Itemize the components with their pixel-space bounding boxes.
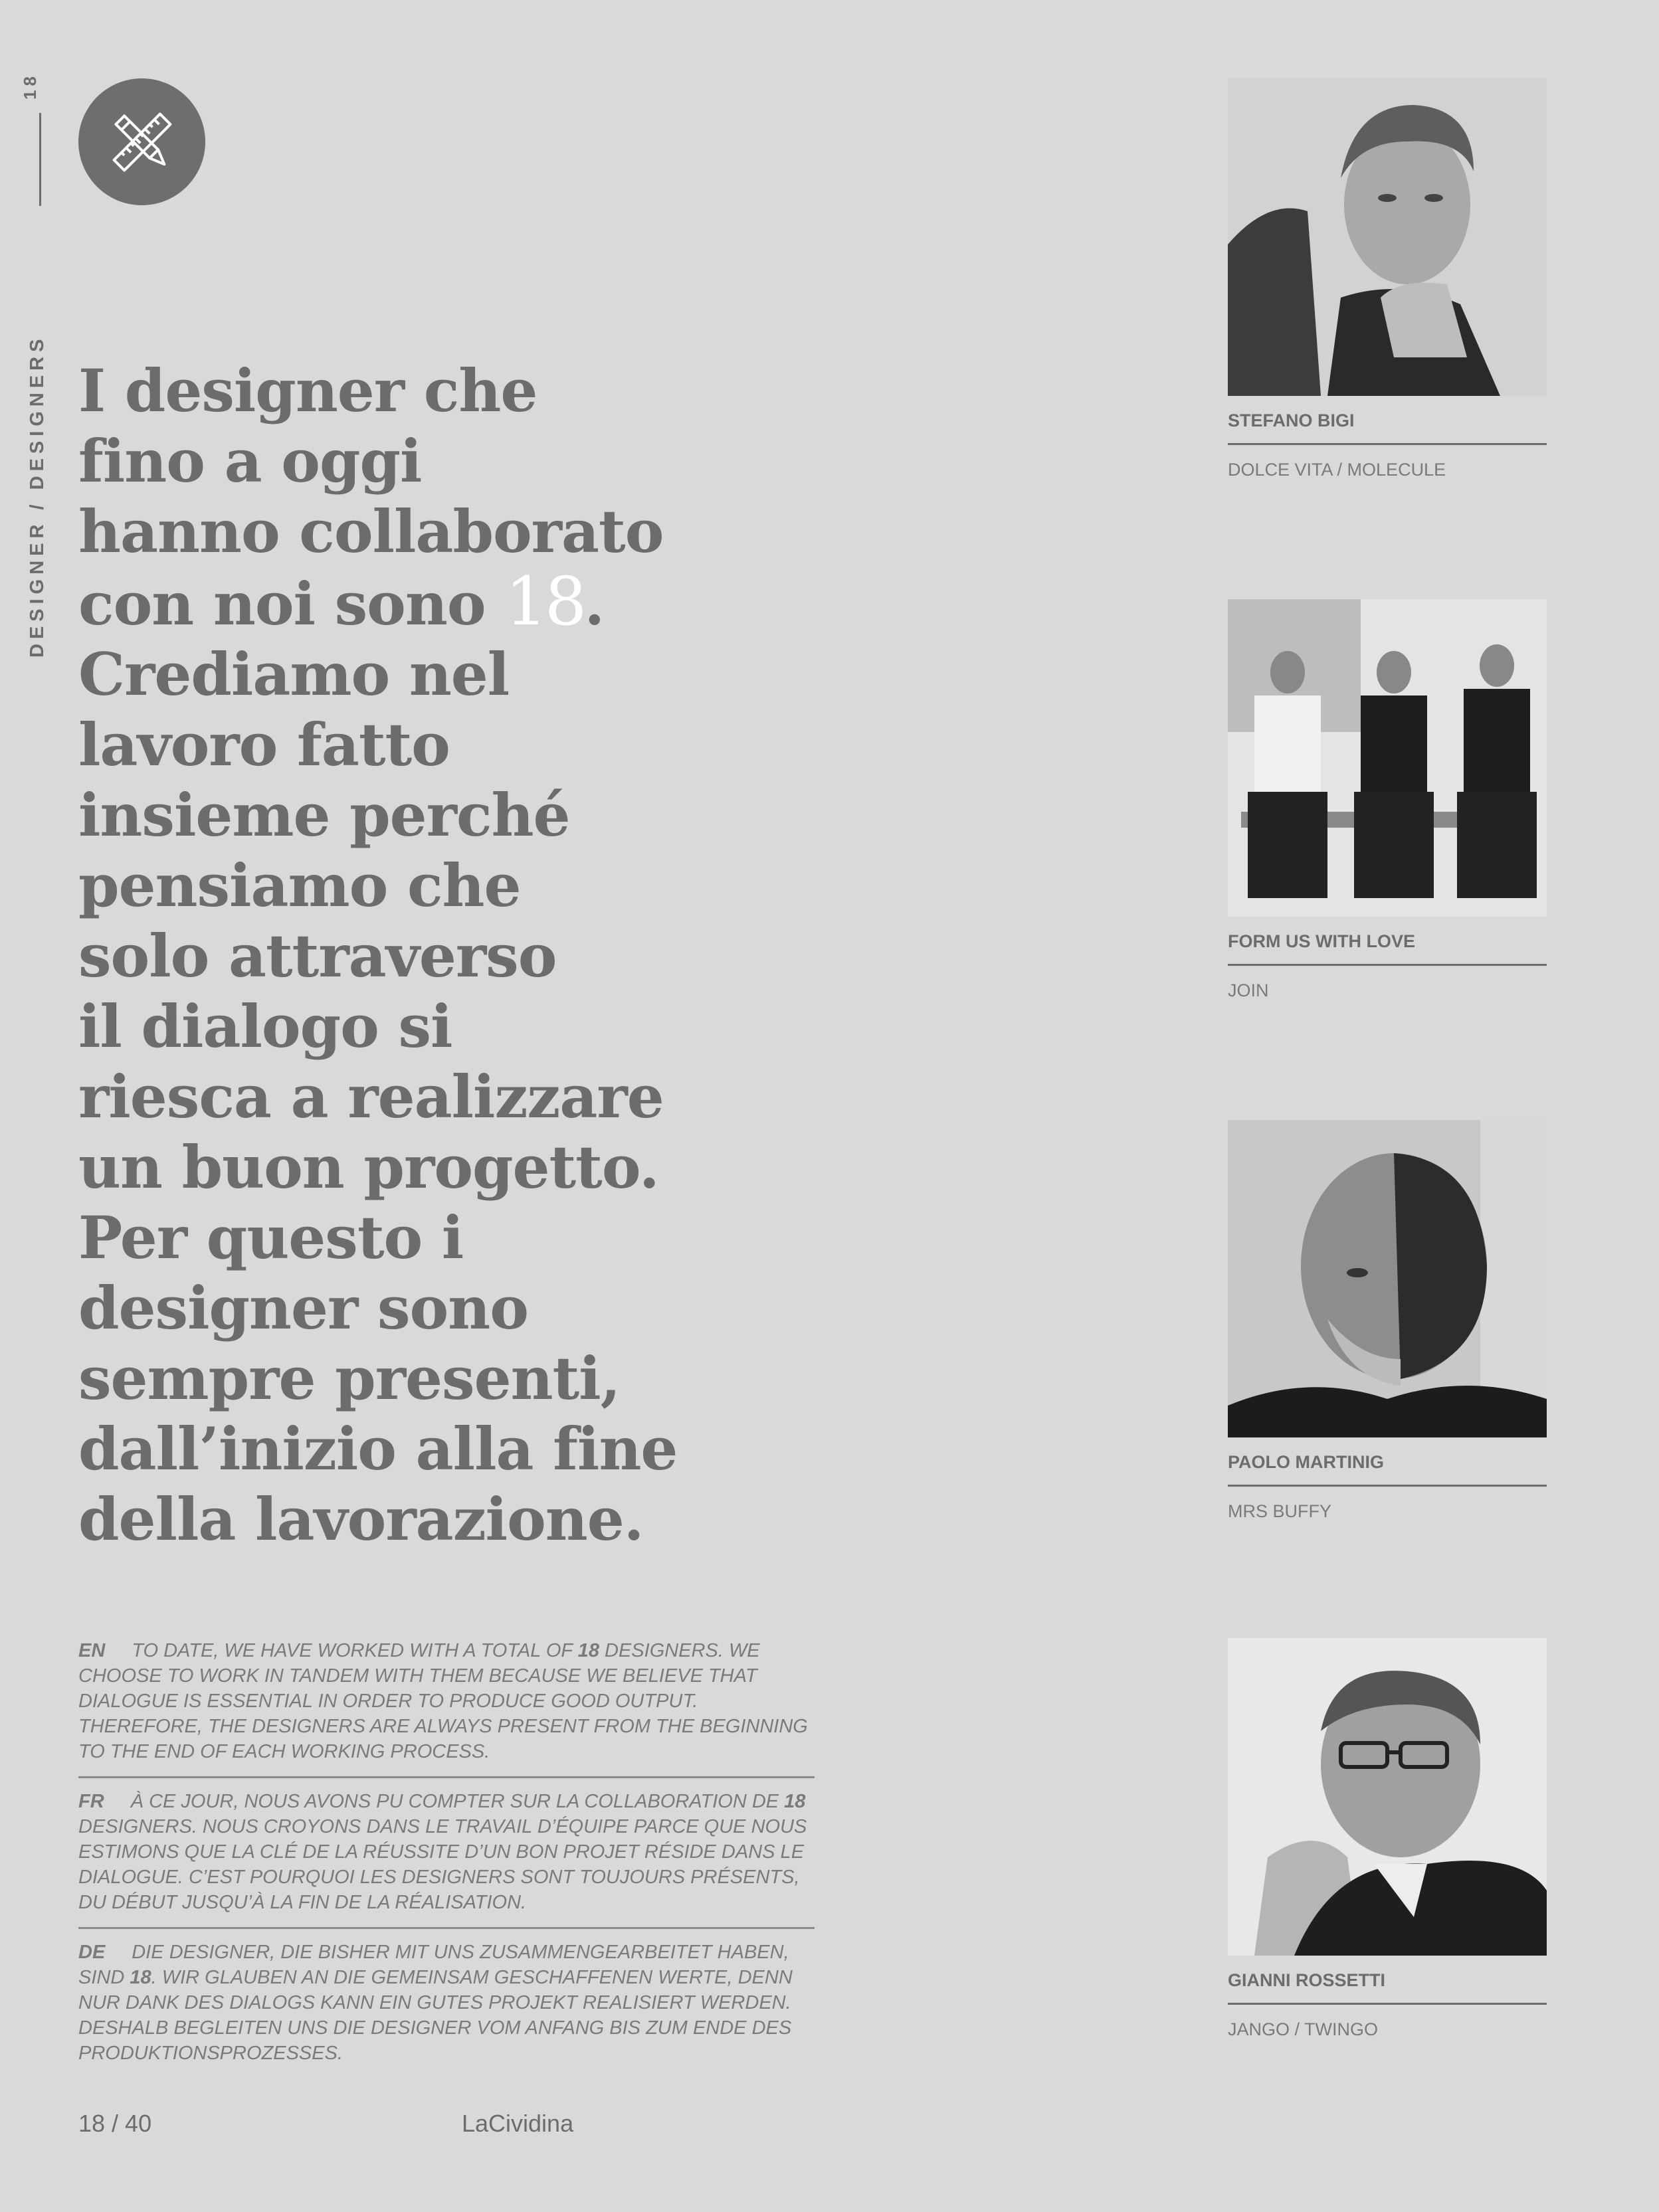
designer-products: DOLCE VITA / MOLECULE [1228,460,1446,480]
designer-products: MRS BUFFY [1228,1501,1332,1521]
language-code: FR [78,1791,104,1812]
highlight-number: 18 [505,563,585,640]
designer-name: GIANNI ROSSETTI [1228,1970,1547,2005]
headline-line: dall’inizio alla fine [78,1414,678,1483]
headline-line: lavoro fatto [78,710,450,779]
designer-card [1228,599,1547,1001]
language-code: DE [78,1942,106,1963]
page-number: 18 / 40 [78,2110,152,2137]
translation-en [78,1633,815,1776]
headline-line: hanno collaborato [78,497,664,566]
headline-text: con noi sono [78,569,506,638]
logo-badge [78,78,205,205]
translation-text: DESIGNERS. NOUS CROYONS DANS LE TRAVAIL D’ÉQUIPE PARCE QUE NOUS ESTIMONS QUE LA CLÉ DE LA RÉUSSITE D’UN BON PROJET RÉSIDE DANS LE DIALOGUE. C’EST POURQUOI LES DESIGNERS SONT TOUJOURS PRÉSENTS, DU DÉBUT JUSQU’À LA FIN DE LA RÉALISATION. [78,1816,807,1913]
headline-line: designer sono [78,1273,528,1342]
headline-line: riesca a realizzare [78,1062,664,1131]
designer-card [1228,78,1547,480]
translation-fr [78,1776,815,1927]
headline-line: della lavorazione. [78,1485,644,1554]
designer-photo [1228,78,1547,396]
translation-number: 18 [130,1967,151,1988]
translation-number: 18 [784,1791,806,1812]
headline-line: un buon progetto. [78,1133,659,1202]
pencil-ruler-icon [106,106,179,179]
designer-products: JANGO / TWINGO [1228,2019,1379,2039]
headline-text: . [584,569,605,638]
translation-text: DESIGNERS. WE CHOOSE TO WORK IN TANDEM WITH THEM BECAUSE WE BELIEVE THAT DIALOGUE IS ESSENTIAL IN ORDER TO PRODUCE GOOD OUTPUT. THEREFORE, THE DESIGNERS ARE ALWAYS PRESENT FROM THE BEGINNING TO THE END OF EACH WORKING PROCESS. [78,1640,808,1762]
designer-card [1228,1120,1547,1522]
translation-text: . WIR GLAUBEN AN DIE GEMEINSAM GESCHAFFENEN WERTE, DENN NUR DANK DES DIALOGS KANN EIN GUTES PROJEKT REALISIERT WERDEN. DESHALB BEGLEITEN UNS DIE DESIGNER VOM ANFANG BIS ZUM ENDE DES PRODUKTIONSPROZESSES. [78,1967,793,2064]
page-marker-number: 18 [20,72,40,100]
designer-products: JOIN [1228,980,1269,1000]
translations [78,1633,815,2078]
translation-text: À CE JOUR, NOUS AVONS PU COMPTER SUR LA COLLABORATION DE [130,1791,785,1812]
headline-line: solo attraverso [78,921,557,990]
page-marker [20,66,60,146]
headline-line: sempre presenti, [78,1344,621,1413]
headline-line: insieme perché [78,781,570,850]
headline-line [78,563,743,640]
headline-line: Crediamo nel [78,640,510,709]
language-code: EN [78,1640,106,1661]
headline-line: Per questo i [78,1203,464,1272]
translation-number: 18 [577,1640,599,1661]
translation-text: TO DATE, WE HAVE WORKED WITH A TOTAL OF [132,1640,578,1661]
headline [78,355,743,1554]
headline-line: pensiamo che [78,851,521,920]
page-marker-line [39,113,41,206]
designer-photo [1228,1638,1547,1956]
designer-photo [1228,599,1547,917]
designer-name: FORM US WITH LOVE [1228,931,1547,966]
designer-photo [1228,1120,1547,1437]
translation-text: DIE DESIGNER, DIE BISHER MIT UNS ZUSAMMENGEARBEITET HABEN, SIND [78,1942,789,1988]
translation-de [78,1927,815,2078]
headline-line: fino a oggi [78,426,422,496]
section-label: DESIGNER / DESIGNERS [27,334,48,658]
designer-name: STEFANO BIGI [1228,411,1547,445]
brand-name: LaCividina [462,2110,574,2137]
designer-name: PAOLO MARTINIG [1228,1452,1547,1487]
designer-card [1228,1638,1547,2040]
headline-line: I designer che [78,356,537,425]
headline-line: il dialogo si [78,992,452,1061]
